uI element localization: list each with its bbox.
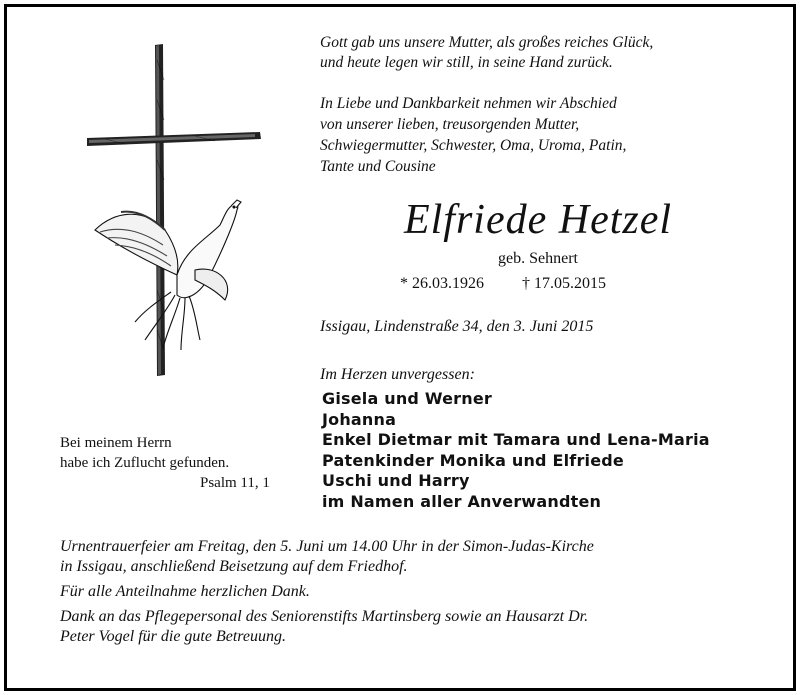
place-and-date: Issigau, Lindenstraße 34, den 3. Juni 2015: [320, 318, 594, 335]
mourners-list: [322, 389, 710, 512]
psalm-line: habe ich Zuflucht gefunden.: [60, 455, 230, 471]
thanks-care-staff: [60, 607, 780, 647]
mourner-entry: Uschi und Harry: [322, 471, 470, 490]
farewell-intro: [320, 93, 626, 177]
mourner-entry: im Namen aller Anverwandten: [322, 491, 602, 511]
intro-line: In Liebe und Dankbarkeit nehmen wir Abschied: [320, 95, 617, 112]
thanks-condolences: Für alle Anteilnahme herzlichen Dank.: [60, 583, 310, 600]
thanks-line: Peter Vogel für die gute Betreuung.: [60, 628, 287, 645]
service-line: Urnentrauerfeier am Freitag, den 5. Juni um 14.00 Uhr in der Simon-Judas-Kirche: [60, 538, 594, 555]
mourner-entry: Patenkinder Monika und Elfriede: [322, 450, 624, 470]
psalm-quote: [60, 433, 270, 493]
verse-line: Gott gab uns unsere Mutter, als großes reiches Glück,: [320, 34, 654, 51]
psalm-line: Bei meinem Herrn: [60, 435, 172, 451]
mourner-entry: Johanna: [322, 409, 397, 429]
life-dates: [400, 275, 680, 293]
death-date: † 17.05.2015: [522, 275, 606, 292]
service-line: in Issigau, anschließend Beisetzung auf dem Friedhof.: [60, 558, 408, 575]
psalm-reference: Psalm 11, 1: [200, 475, 270, 491]
verse-line: und heute legen wir still, in seine Hand zurück.: [320, 54, 613, 71]
cross-dove-illustration: [85, 40, 275, 380]
birth-date: * 26.03.1926: [400, 275, 484, 292]
thanks-line: Dank an das Pflegepersonal des Seniorenstifts Martinsberg sowie an Hausarzt Dr.: [60, 608, 589, 625]
intro-line: von unserer lieben, treusorgenden Mutter,: [320, 116, 580, 133]
intro-line: Schwiegermutter, Schwester, Oma, Uroma, Patin,: [320, 137, 627, 154]
maiden-name: geb. Sehnert: [498, 250, 578, 267]
memory-heading: Im Herzen unvergessen:: [320, 366, 475, 383]
dove-icon: [95, 200, 241, 350]
funeral-service-info: [60, 537, 780, 577]
intro-line: Tante und Cousine: [320, 158, 436, 175]
deceased-name: Elfriede Hetzel: [403, 197, 673, 243]
opening-verse: [320, 33, 653, 73]
mourner-entry: Enkel Dietmar mit Tamara und Lena-Maria: [322, 430, 710, 449]
mourner-entry: Gisela und Werner: [322, 389, 493, 408]
